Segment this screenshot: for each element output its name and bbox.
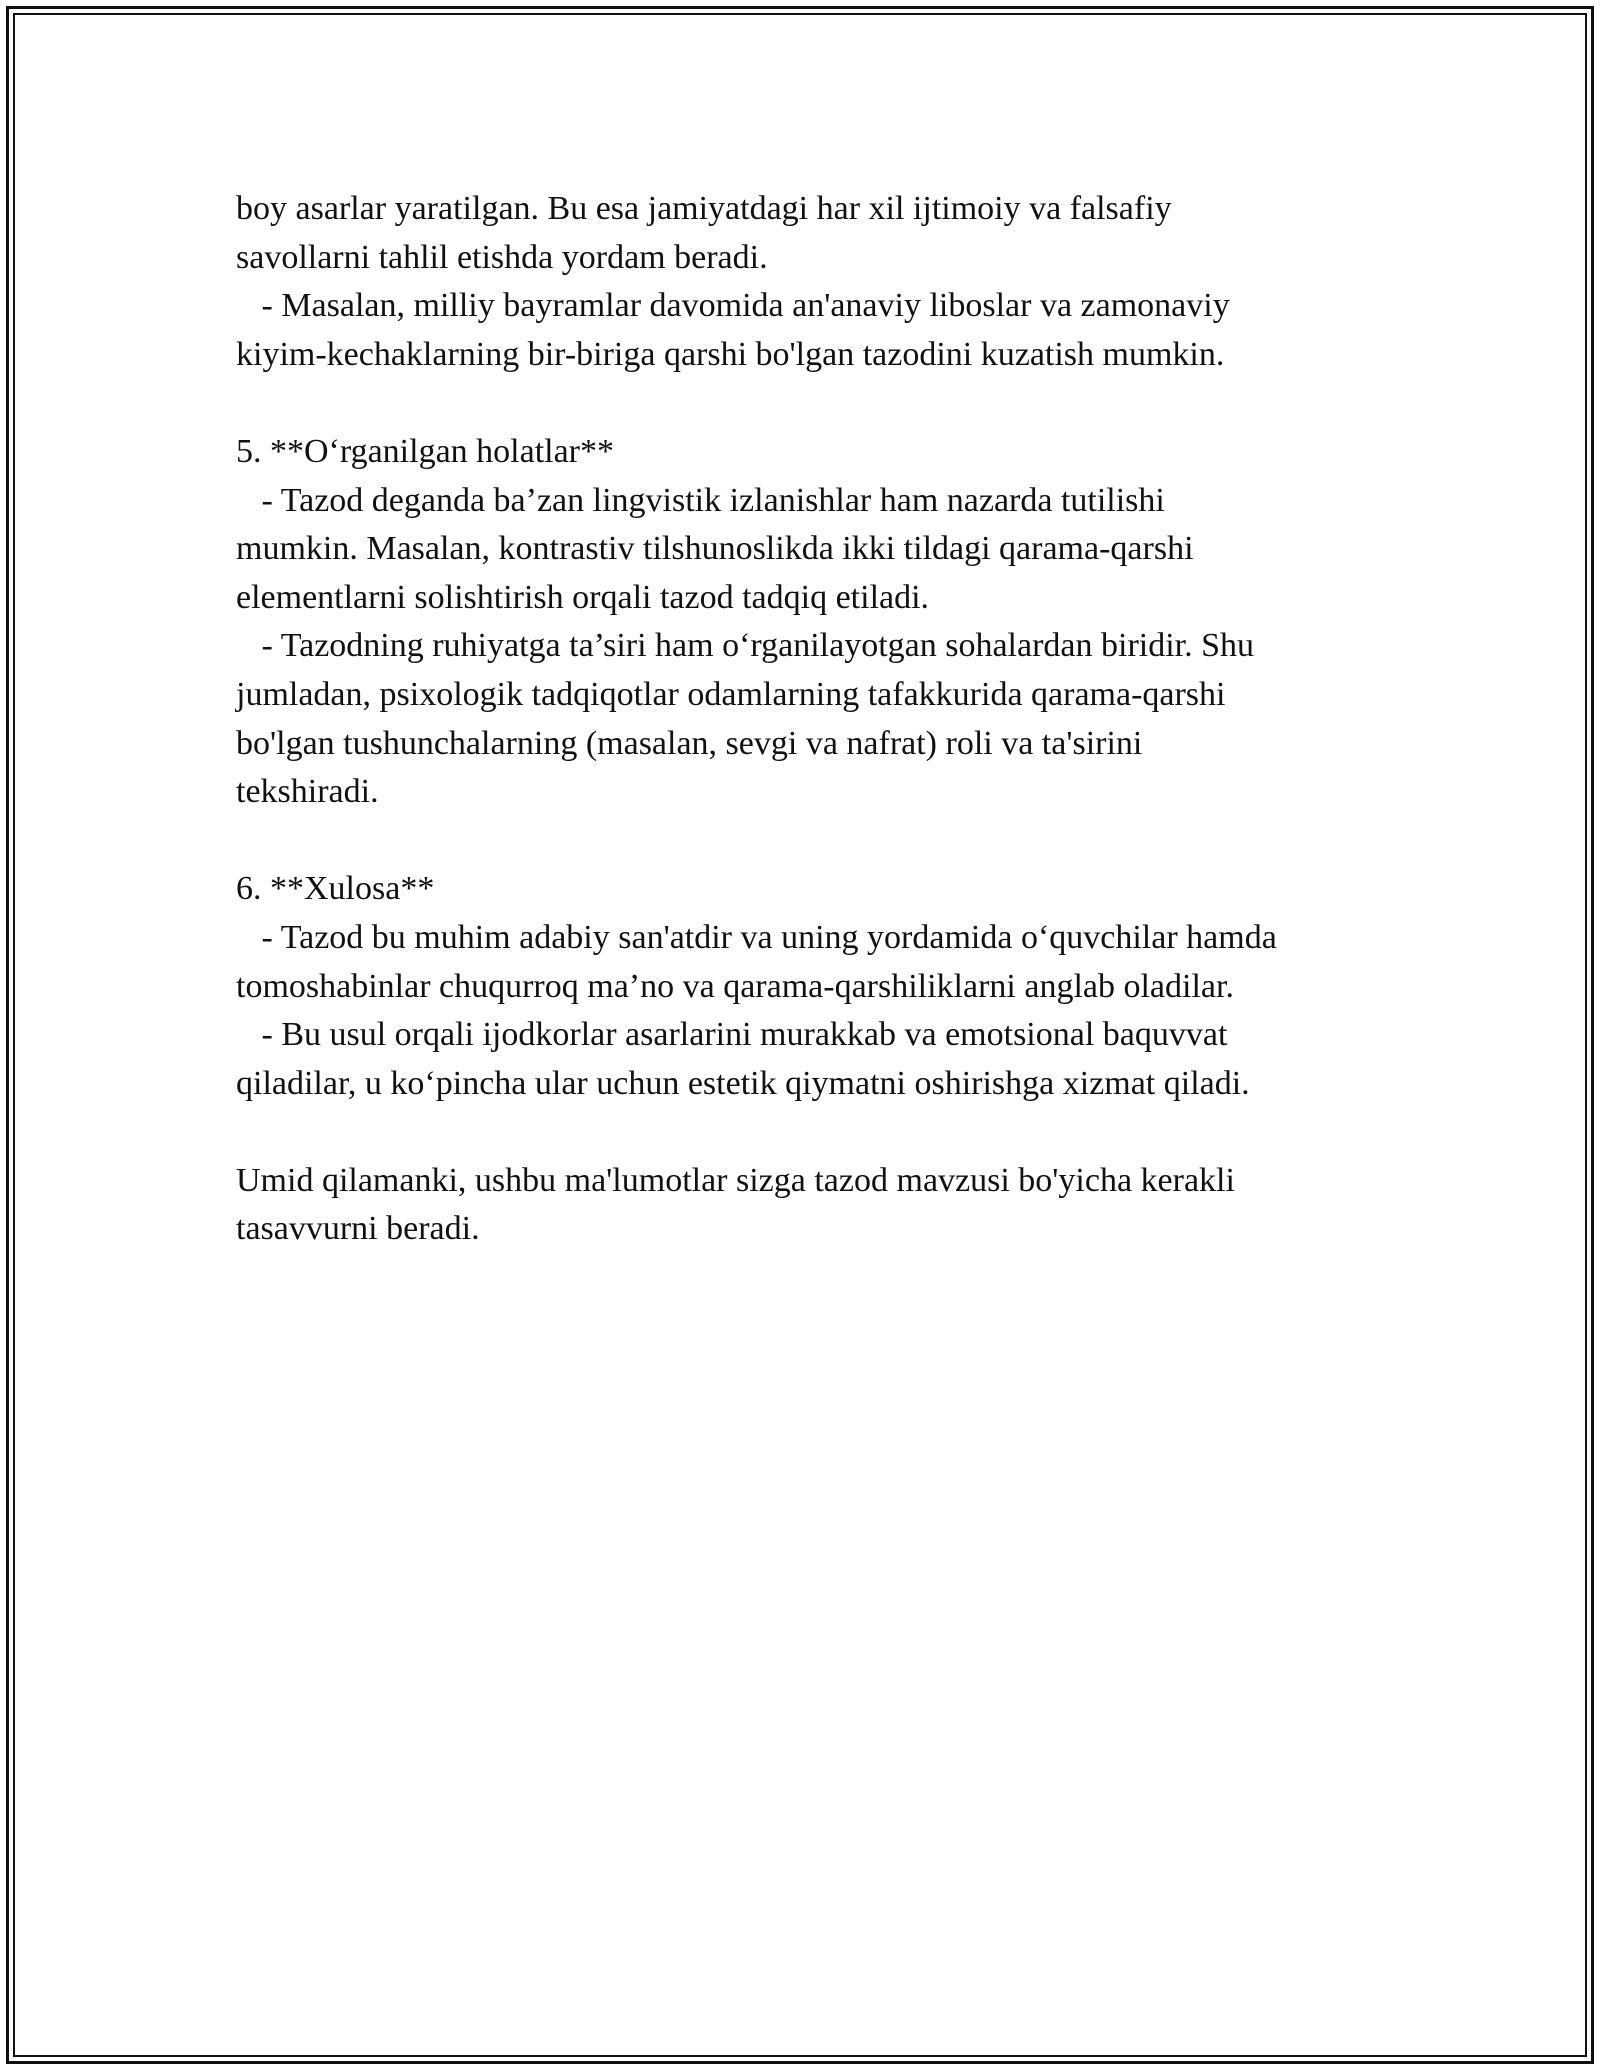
text-line: jumladan, psixologik tadqiqotlar odamlarning tafakkurida qarama-qarshi [236,675,1226,713]
text-line: tasavvurni beradi. [236,1210,480,1248]
text-line: - Tazod bu muhim adabiy san'atdir va uning yordamida o‘quvchilar hamda [236,918,1277,956]
text-line: Umid qilamanki, ushbu ma'lumotlar sizga tazod mavzusi bo'yicha kerakli [236,1161,1235,1199]
text-line: - Masalan, milliy bayramlar davomida an'anaviy liboslar va zamonaviy [236,287,1230,325]
text-line: kiyim-kechaklarning bir-biriga qarshi bo'lgan tazodini kuzatish mumkin. [236,335,1225,373]
text-line: boy asarlar yaratilgan. Bu esa jamiyatdagi har xil ijtimoiy va falsafiy [236,190,1172,227]
text-line: - Tazodning ruhiyatga ta’siri ham o‘rganilayotgan sohalardan biridir. Shu [236,627,1255,665]
text-line: qiladilar, u ko‘pincha ular uchun estetik qiymatni oshirishga xizmat qiladi. [236,1064,1250,1102]
text-line: - Bu usul orqali ijodkorlar asarlarini murakkab va emotsional baquvvat [236,1016,1228,1054]
section-heading: 5. **O‘rganilgan holatlar** [236,432,615,470]
text-line: bo'lgan tushunchalarning (masalan, sevgi va nafrat) roli va ta'sirini [236,724,1143,762]
text-line: - Tazod deganda ba’zan lingvistik izlanishlar ham nazarda tutilishi [236,481,1165,519]
text-line: tekshiradi. [236,773,379,811]
text-line: tomoshabinlar chuqurroq ma’no va qarama-qarshiliklarni anglab oladilar. [236,967,1234,1005]
text-line: elementlarni solishtirish orqali tazod tadqiq etiladi. [236,578,930,616]
section-heading: 6. **Xulosa** [236,870,435,908]
paragraph-gap [236,817,1396,866]
paragraph-gap [236,1108,1396,1157]
text-line: savollarni tahlil etishda yordam beradi. [236,238,768,276]
text-line: mumkin. Masalan, kontrastiv tilshunoslikda ikki tildagi qarama-qarshi [236,530,1194,568]
paragraph-gap [236,379,1396,428]
document-body [236,185,1396,1254]
